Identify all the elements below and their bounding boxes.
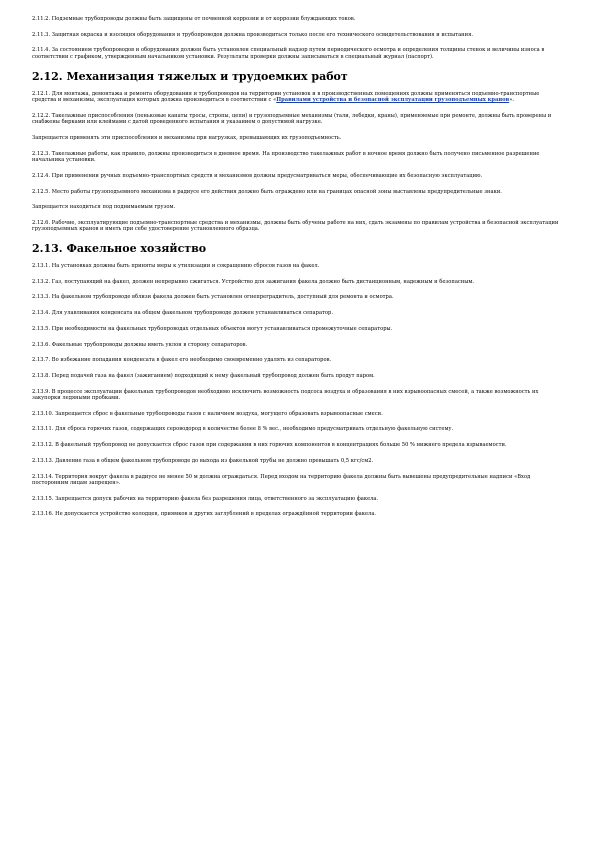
paragraph: 2.12.2. Такелажные приспособления (пеньковые канаты тросы, стропы, цепи) и грузоподъемные механизмы (тали, лебедки, краны), применяемые при ремонте, должны быть проверены и снабжены бирками или клеймами с датой проведенного испытания и указанием о допустимой нагрузке. <box>32 112 552 126</box>
paragraph: 2.13.2. Газ, поступающий на факел, должен непрерывно сжигаться. Устройство для зажигания факела должно быть дистанционным, надежным и безопасным. <box>32 278 475 285</box>
paragraph: 2.12.4. При применении ручных подъемно-транспортных средств и механизмов должны предусматриваться меры, обеспечивающие их безопасную эксплуатацию. <box>32 172 483 179</box>
paragraph: Запрещается находиться под поднимаемым грузом. <box>32 204 176 211</box>
rules-cranes-link[interactable]: Правилами устройства и безопасной эксплуатации грузоподъемных кранов <box>276 97 510 104</box>
paragraph: 2.13.7. Во избежание попадания конденсата в факел его необходимо своевременно удалять из сепараторов. <box>32 357 332 364</box>
section-213-paragraphs <box>32 263 564 518</box>
paragraph: 2.13.10. Запрещается сброс в факельные трубопроводы газов с наличием воздуха, могущего образовать взрывоопасные смеси. <box>32 410 383 417</box>
paragraph: 2.13.11. Для сброса горючих газов, содержащих сероводород в количестве более 8 % вес., необходимо предусматривать отдельную факельную систему. <box>32 426 454 433</box>
document-page <box>32 16 564 527</box>
paragraph: 2.11.2. Подземные трубопроводы должны быть защищены от почвенной коррозии и от коррозии блуждающих токов. <box>32 16 356 22</box>
paragraph-text: 2.12.1. Для монтажа, демонтажа и ремонта оборудования и трубопроводов на территории установок и в производственных помещениях должны применяться подъемно-транспортные средства и механизмы, эксплуатация которых должна производиться в соответствии с « <box>32 90 540 104</box>
section-212-title: 2.12. Механизация тяжелых и трудоемких работ <box>32 69 348 83</box>
paragraph: 2.13.5. При необходимости на факельных трубопроводах отдельных объектов могут устанавливаться промежуточные сепараторы. <box>32 325 393 332</box>
section-213-title: 2.13. Факельное хозяйство <box>32 242 207 256</box>
paragraph: 2.13.16. Не допускается устройство колодцев, приямков и других заглублений в пределах ограждённой территории факела. <box>32 511 377 518</box>
paragraph: 2.13.9. В процессе эксплуатации факельных трубопроводов необходимо исключить возможность подсоса воздуха и образования в них взрывоопасных смесей, а также возможность их закупорки ледяными пробками. <box>32 388 539 402</box>
paragraph-2-12-1 <box>32 91 564 104</box>
paragraph: 2.12.3. Такелажные работы, как правило, должны производиться в дневное время. На производство такелажных работ в ночное время должно быть получено письменное разрешение начальника установки. <box>32 150 540 164</box>
section-212-paragraphs <box>32 113 564 233</box>
paragraph: 2.13.6. Факельные трубопроводы должны иметь уклон в сторону сепараторов. <box>32 341 248 348</box>
paragraph: 2.11.4. За состоянием трубопроводов и оборудования должен быть установлен специальный надзор путем периодического осмотра и определения толщины стенок и величины износа в соответствии с графиком, утвержденным начальником установки. Результаты проверки должны записываться в специальный журнал (паспорт). <box>32 47 545 60</box>
paragraph: Запрещается применять эти приспособления и механизмы при нагрузках, превышающих их грузоподъемность. <box>32 134 342 141</box>
paragraph: 2.11.3. Защитная окраска и изоляция оборудования и трубопроводов должна производиться только после его технического освидетельствования и испытания. <box>32 31 473 38</box>
paragraph: 2.13.14. Территория вокруг факела в радиусе не менее 50 м должна ограждаться. Перед входом на территорию факела должны быть вывешены предупредительные надписи «Вход посторонним лицам запрещен». <box>32 473 531 486</box>
paragraph: 2.12.5. Место работы грузоподъемного механизма в радиусе его действия должно быть ограждено или на границах опасной зоны выставлены предупредительные знаки. <box>32 188 502 195</box>
paragraph-text: ». <box>509 97 515 104</box>
paragraph: 2.13.12. В факельный трубопровод не допускается сброс газов при содержании в них горючих компонентов в концентрациях больше 50 % нижнего предела взрываемости. <box>32 442 507 449</box>
paragraph: 2.13.3. На факельном трубопроводе вблизи факела должен быть установлен огнепреградитель, доступный для ремонта и осмотра. <box>32 294 394 301</box>
paragraph: 2.13.4. Для улавливания конденсата на общем факельном трубопроводе должен устанавливаться сепаратор. <box>32 310 333 317</box>
paragraph: 2.13.1. На установках должны быть приняты меры к утилизации и сокращению сбросов газов на факел. <box>32 263 320 270</box>
section-211-continuation <box>32 16 564 60</box>
paragraph: 2.13.13. Давление газа в общем факельном трубопроводе до выхода из факельной трубы не должно превышать 0,5 кгс/см2. <box>32 457 374 464</box>
paragraph: 2.13.15. Запрещается допуск рабочих на территорию факела без разрешения лица, ответственного за эксплуатацию факела. <box>32 495 379 502</box>
paragraph: 2.12.6. Рабочие, эксплуатирующие подъемно-транспортные средства и механизмы, должны быть обучены работе на них, сдать экзамены по правилам устройства и безопасной эксплуатации грузоподъемных кранов и иметь при себе удостоверение установленного образца. <box>32 219 559 233</box>
paragraph: 2.13.8. Перед подачей газа на факел (зажиганием) подходящий к нему факельный трубопровод должен быть продут паром. <box>32 372 375 379</box>
